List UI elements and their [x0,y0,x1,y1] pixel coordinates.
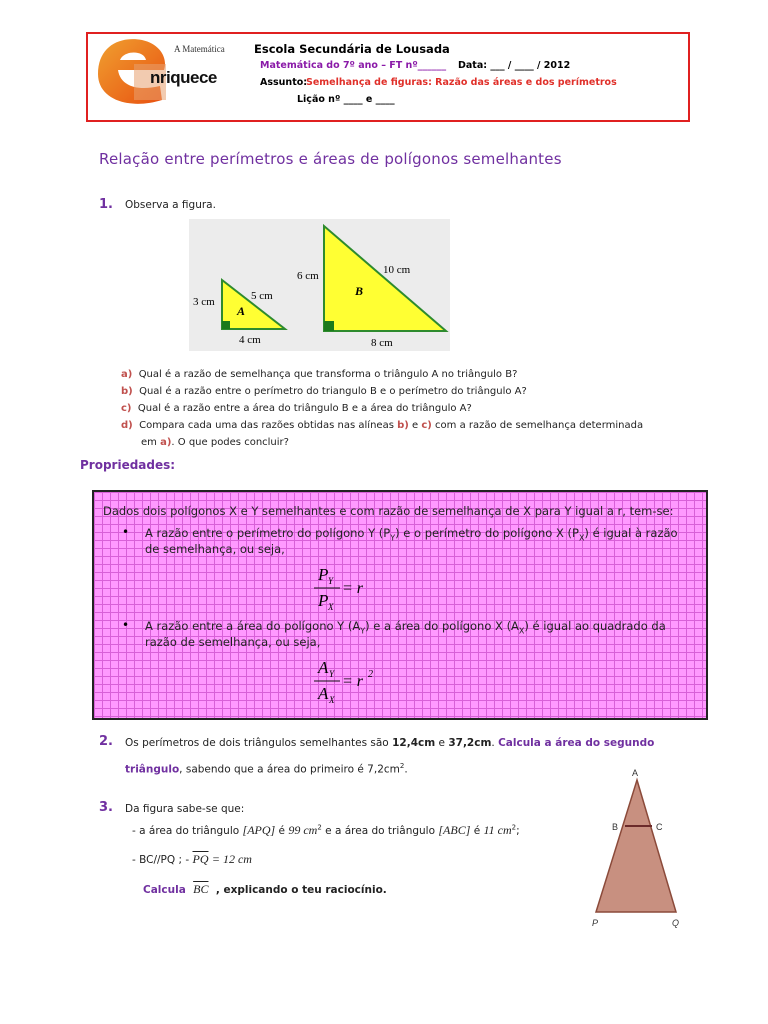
right-angle-a [222,321,230,329]
bullet-2: • [122,618,130,632]
vertex-c: C [656,822,663,832]
topic: Semelhança de figuras: Razão das áreas e dos perímetros [306,77,617,88]
label-b-name: B [355,284,364,298]
question-2-text-cont: triângulo, sabendo que a área do primeiro é $7,2cm^2$. [125,762,408,776]
bullet-2-text: A razão entre a área do polígono Y $(A_Y)$ e a área do polígono X $(A_X)$ é igual ao quadrado da razão de semelhança, ou seja, [145,619,666,650]
vertex-p: P [592,918,599,928]
svg-text:Y: Y [329,669,335,679]
date-line: Data: ___ / ____ / 2012 [458,60,571,71]
list-item: c) Qual é a razão entre a área do triângulo B e a área do triângulo A? [121,403,472,414]
question-3-task: Calcula $\overline{BC}$ , explicando o teu raciocínio. [143,882,387,896]
triangle-a [222,280,285,329]
svg-text:P: P [318,591,329,610]
list-item: a) Qual é a razão de semelhança que transforma o triângulo A no triângulo B? [121,369,518,380]
svg-text:= r: = r [342,580,364,597]
right-angle-b [324,321,334,331]
subject-line: Matemática do 7º ano – FT nº______ [260,60,447,71]
list-item: b) Qual é a razão entre o perímetro do triangulo B e o perímetro do triângulo A? [121,386,527,397]
page-title: Relação entre perímetros e áreas de polígonos semelhantes [99,150,562,168]
school-name: Escola Secundária de Lousada [254,42,450,56]
svg-text:2: 2 [368,669,373,680]
question-3-number: 3. [99,800,113,815]
svg-text:= r: = r [342,673,364,690]
properties-intro: Dados dois polígonos X e Y semelhantes e com razão de semelhança de X para Y igual a r, tem-se: [103,504,674,518]
question-3-line1: - a área do triângulo [APQ] é 99 $cm^2$ e a área do triângulo [ABC] é 11 $cm^2$; [132,823,520,837]
label-b-hyp: 10 cm [383,264,411,276]
bullet-1-text: A razão entre o perímetro do polígono Y $(P_Y)$ e o perímetro do polígono X $(P_X)$ é igual à razão de semelhança, ou seja, [145,526,678,557]
bullet-1: • [122,525,130,539]
svg-text:A: A [318,658,329,677]
svg-text:A: A [318,684,329,703]
formula-perimeter [312,562,382,617]
label-b-base: 8 cm [371,337,393,349]
topic-label: Assunto: [260,77,308,88]
lesson-line: Lição nº ____ e ____ [297,94,395,105]
triangles-figure [189,219,450,355]
properties-label: Propriedades: [80,458,176,472]
logo-name: nriquece [150,68,217,87]
triangle-apq [596,780,676,912]
label-a-name: A [237,304,246,318]
list-item-cont: em a). O que podes concluir? [141,437,289,448]
label-a-hyp: 5 cm [251,290,273,302]
question-3-line2: - BC//PQ ; - $\overline{PQ} = 12$ cm [132,852,252,866]
vertex-a: A [632,768,639,778]
question-1-text: Observa a figura. [125,199,216,211]
vertex-b: B [612,822,619,832]
question-2-number: 2. [99,734,113,749]
logo-subtitle: A Matemática [174,44,225,54]
list-item: d) Compara cada uma das razões obtidas nas alíneas b) e c) com a razão de semelhança determinada [121,420,644,431]
triangle-apq-figure [588,764,698,936]
question-3-intro: Da figura sabe-se que: [125,803,245,815]
vertex-q: Q [672,918,680,928]
svg-text:X: X [329,695,335,705]
properties-box [92,490,708,720]
label-a-base: 4 cm [239,334,261,346]
label-b-left: 6 cm [297,270,319,282]
question-2-text: Os perímetros de dois triângulos semelhantes são 12,4cm e 37,2cm. Calcula a área do segundo [125,737,655,749]
formula-area [312,655,392,712]
q1-subquestions [121,366,721,451]
triangle-b [324,226,446,331]
svg-text:Y: Y [328,576,334,586]
svg-text:X: X [328,602,334,612]
question-1-number: 1. [99,197,113,212]
label-a-left: 3 cm [193,296,215,308]
svg-text:P: P [318,565,329,584]
